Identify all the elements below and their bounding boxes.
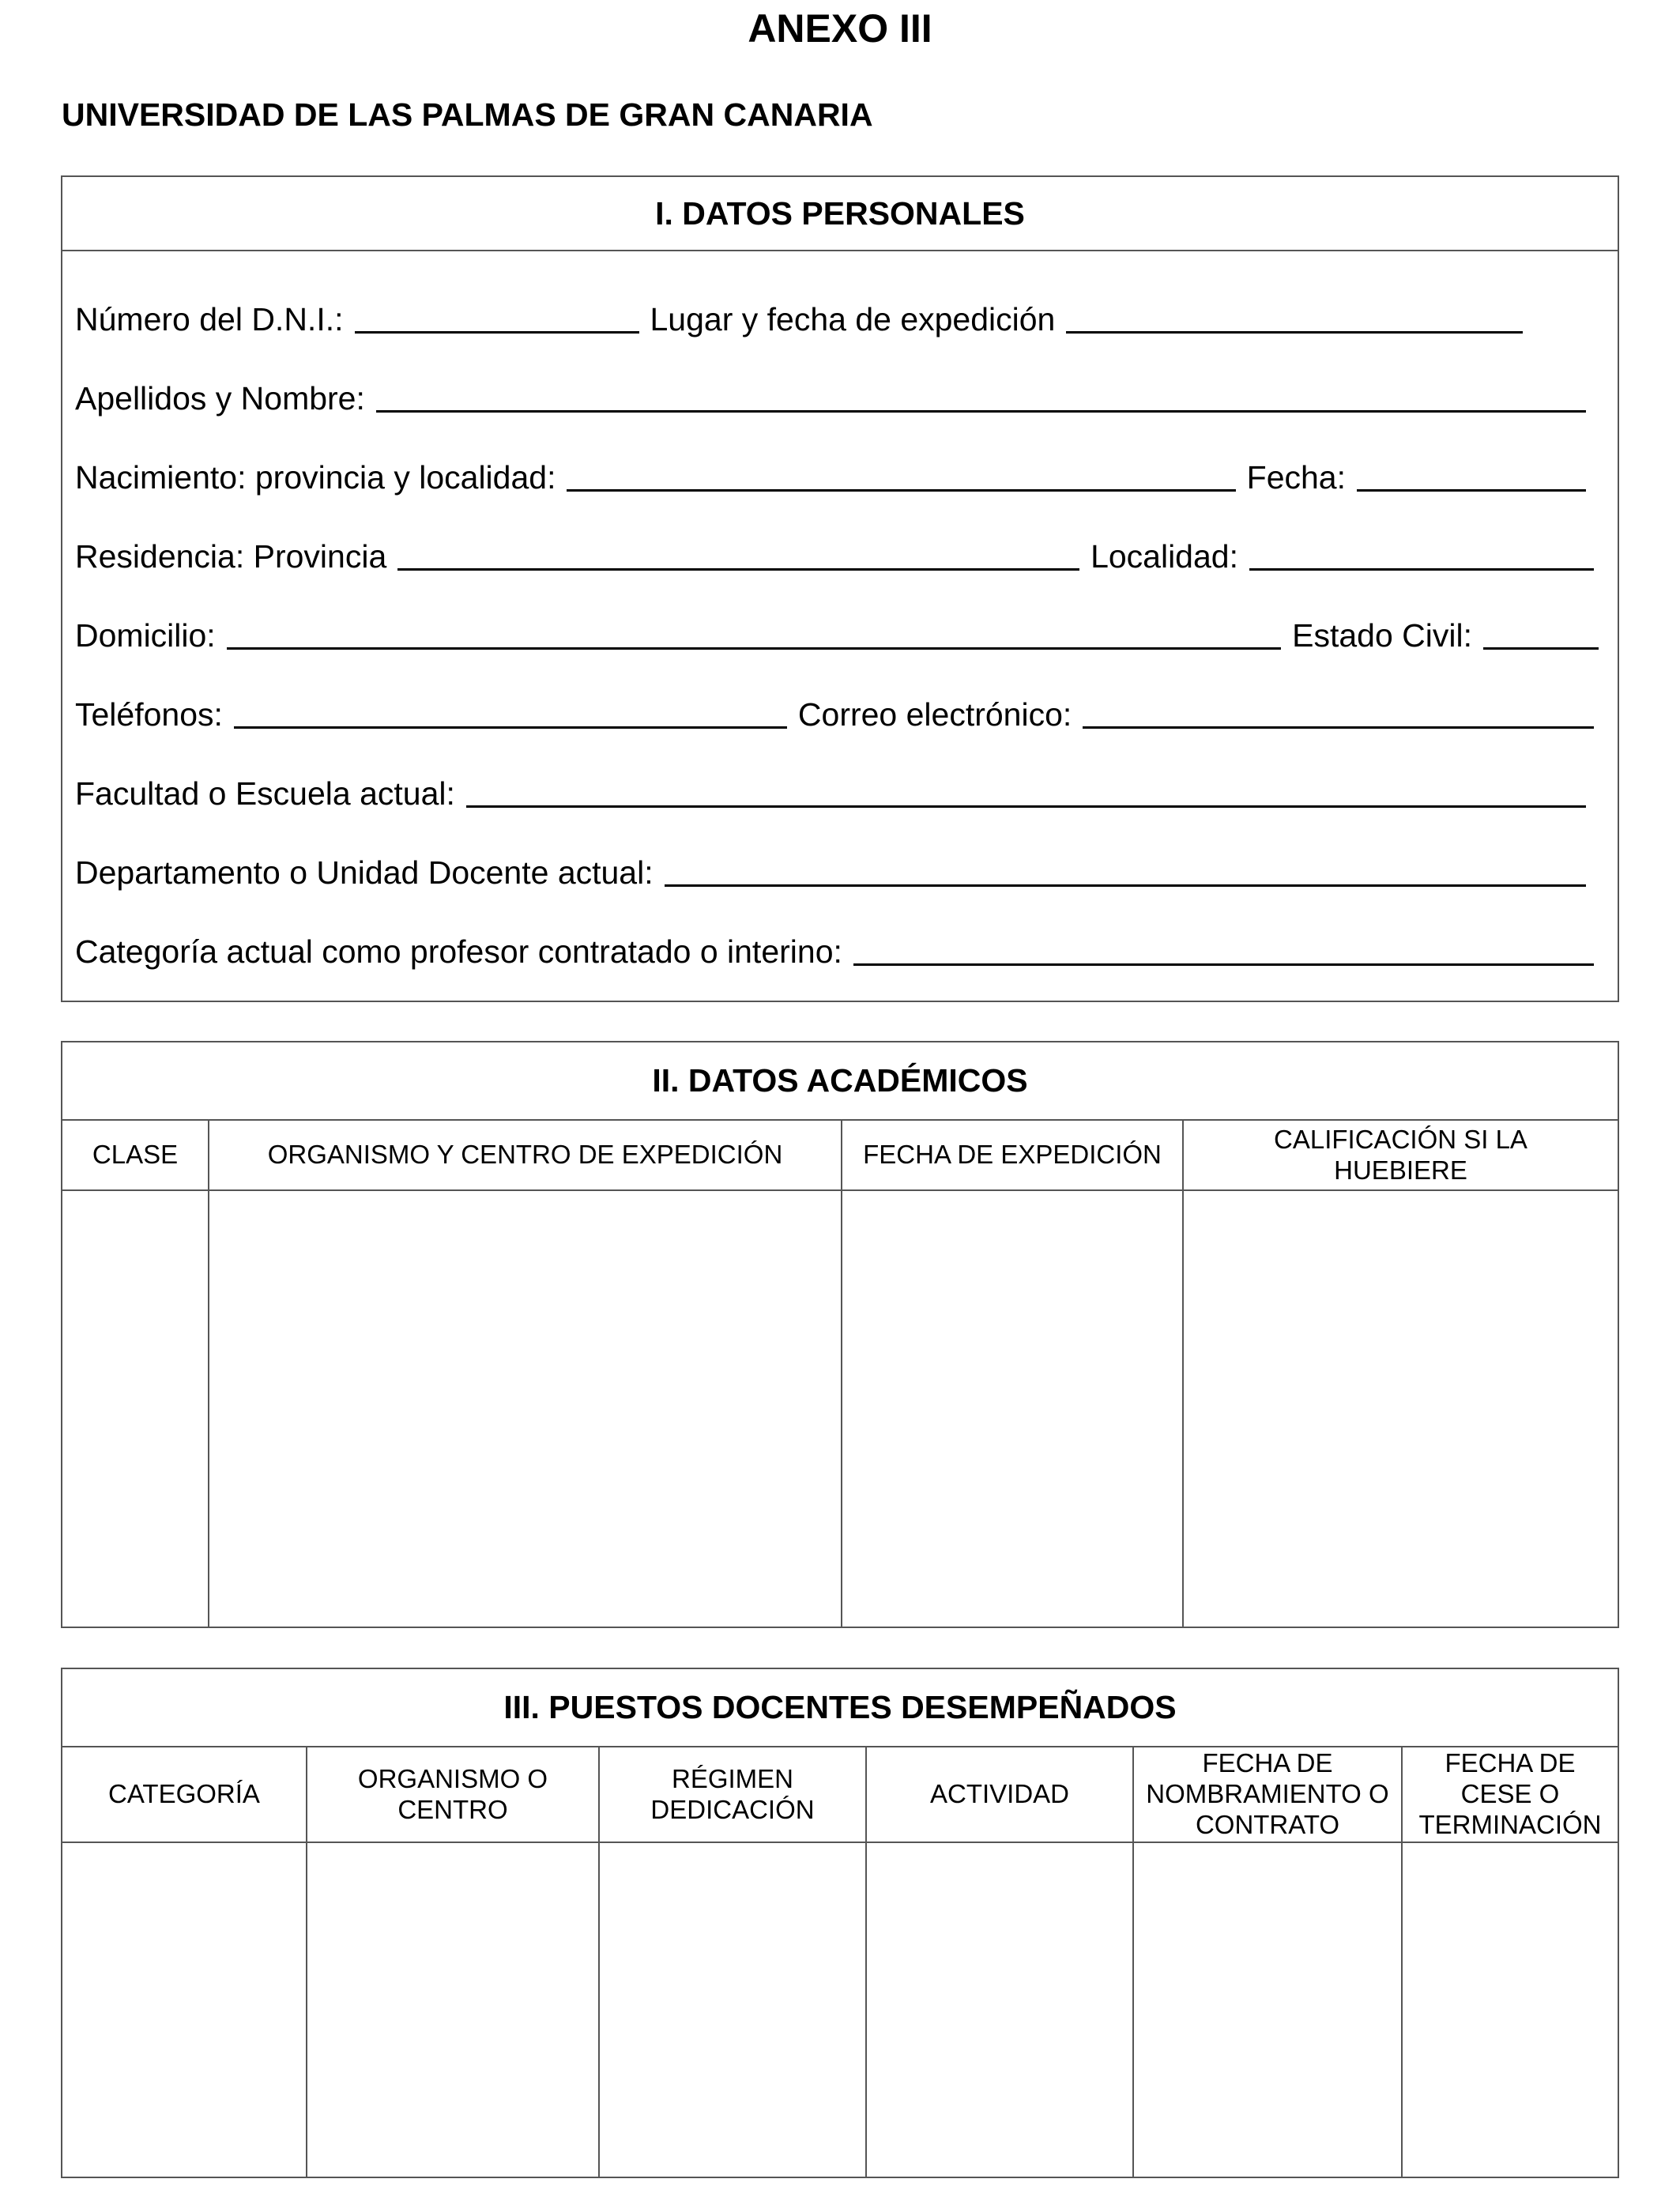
residencia-label: Residencia: Provincia [75, 538, 387, 575]
personal-data-header: I. DATOS PERSONALES [62, 177, 1618, 251]
facultad-field[interactable] [466, 805, 1586, 808]
correo-label: Correo electrónico: [797, 696, 1072, 733]
facultad-row [75, 765, 1586, 812]
column-header-regimen-dedicacion: RÉGIMEN DEDICACIÓN [599, 1746, 866, 1842]
calificacion-cell[interactable] [1183, 1190, 1618, 1628]
domicilio-field[interactable] [227, 647, 1281, 650]
residencia-field[interactable] [397, 568, 1079, 571]
correo-field[interactable] [1083, 726, 1594, 729]
fecha-expedicion-cell[interactable] [842, 1190, 1183, 1628]
column-header-clase: CLASE [62, 1119, 209, 1190]
localidad-label: Localidad: [1090, 538, 1238, 575]
academic-data-header: II. DATOS ACADÉMICOS [62, 1042, 1618, 1121]
fecha-cese-cell[interactable] [1402, 1842, 1618, 2178]
residencia-row [75, 528, 1594, 575]
organismo-centro-cell[interactable] [209, 1190, 842, 1628]
categoria-row [75, 923, 1594, 971]
column-header-fecha-nombramiento: FECHA DE NOMBRAMIENTO O CONTRATO [1133, 1746, 1402, 1842]
fecha-nombramiento-cell[interactable] [1133, 1842, 1402, 2178]
departamento-field[interactable] [665, 884, 1586, 887]
column-header-categoria: CATEGORÍA [62, 1746, 307, 1842]
nacimiento-row [75, 449, 1586, 496]
regimen-dedicacion-cell[interactable] [599, 1842, 866, 2178]
teaching-positions-table [62, 1746, 1618, 2178]
academic-data-table [62, 1119, 1618, 1628]
departamento-row [75, 844, 1586, 892]
fecha-label: Fecha: [1246, 459, 1346, 496]
lugar-fecha-label: Lugar y fecha de expedición [650, 301, 1056, 337]
dni-row [75, 291, 1586, 338]
estado-civil-field[interactable] [1483, 647, 1599, 650]
telefonos-label: Teléfonos: [75, 696, 223, 733]
apellidos-label: Apellidos y Nombre: [75, 380, 365, 417]
personal-data-section [61, 175, 1619, 1002]
categoria-cell[interactable] [62, 1842, 307, 2178]
table-row [62, 1842, 1618, 2178]
nacimiento-label: Nacimiento: provincia y localidad: [75, 459, 556, 496]
telefonos-row [75, 686, 1594, 733]
table-row [62, 1190, 1618, 1628]
teaching-positions-section [61, 1668, 1619, 2178]
column-header-actividad: ACTIVIDAD [866, 1746, 1133, 1842]
categoria-label: Categoría actual como profesor contratado o interino: [75, 933, 842, 970]
table-header-row [62, 1746, 1618, 1842]
column-header-fecha-expedicion: FECHA DE EXPEDICIÓN [842, 1119, 1183, 1190]
column-header-organismo-centro: ORGANISMO Y CENTRO DE EXPEDICIÓN [209, 1119, 842, 1190]
dni-field[interactable] [355, 331, 639, 334]
column-header-fecha-cese: FECHA DE CESE O TERMINACIÓN [1402, 1746, 1618, 1842]
dni-label: Número del D.N.I.: [75, 301, 344, 337]
departamento-label: Departamento o Unidad Docente actual: [75, 854, 654, 891]
localidad-field[interactable] [1249, 568, 1594, 571]
telefonos-field[interactable] [234, 726, 787, 729]
lugar-fecha-field[interactable] [1066, 331, 1523, 334]
apellidos-row [75, 370, 1586, 417]
apellidos-field[interactable] [376, 410, 1586, 413]
academic-data-section [61, 1041, 1619, 1628]
domicilio-label: Domicilio: [75, 617, 216, 654]
facultad-label: Facultad o Escuela actual: [75, 775, 455, 812]
clase-cell[interactable] [62, 1190, 209, 1628]
fecha-field[interactable] [1357, 489, 1586, 492]
estado-civil-label: Estado Civil: [1292, 617, 1472, 654]
column-header-organismo-centro: ORGANISMO O CENTRO [307, 1746, 599, 1842]
categoria-field[interactable] [853, 963, 1594, 966]
column-header-calificacion: CALIFICACIÓN SI LA HUEBIERE [1183, 1119, 1618, 1190]
nacimiento-field[interactable] [567, 489, 1235, 492]
actividad-cell[interactable] [866, 1842, 1133, 2178]
teaching-positions-header: III. PUESTOS DOCENTES DESEMPEÑADOS [62, 1669, 1618, 1747]
domicilio-row [75, 607, 1599, 654]
organismo-centro-cell[interactable] [307, 1842, 599, 2178]
university-name: UNIVERSIDAD DE LAS PALMAS DE GRAN CANARIA [62, 96, 873, 133]
page-title: ANEXO III [748, 6, 932, 51]
table-header-row [62, 1119, 1618, 1190]
